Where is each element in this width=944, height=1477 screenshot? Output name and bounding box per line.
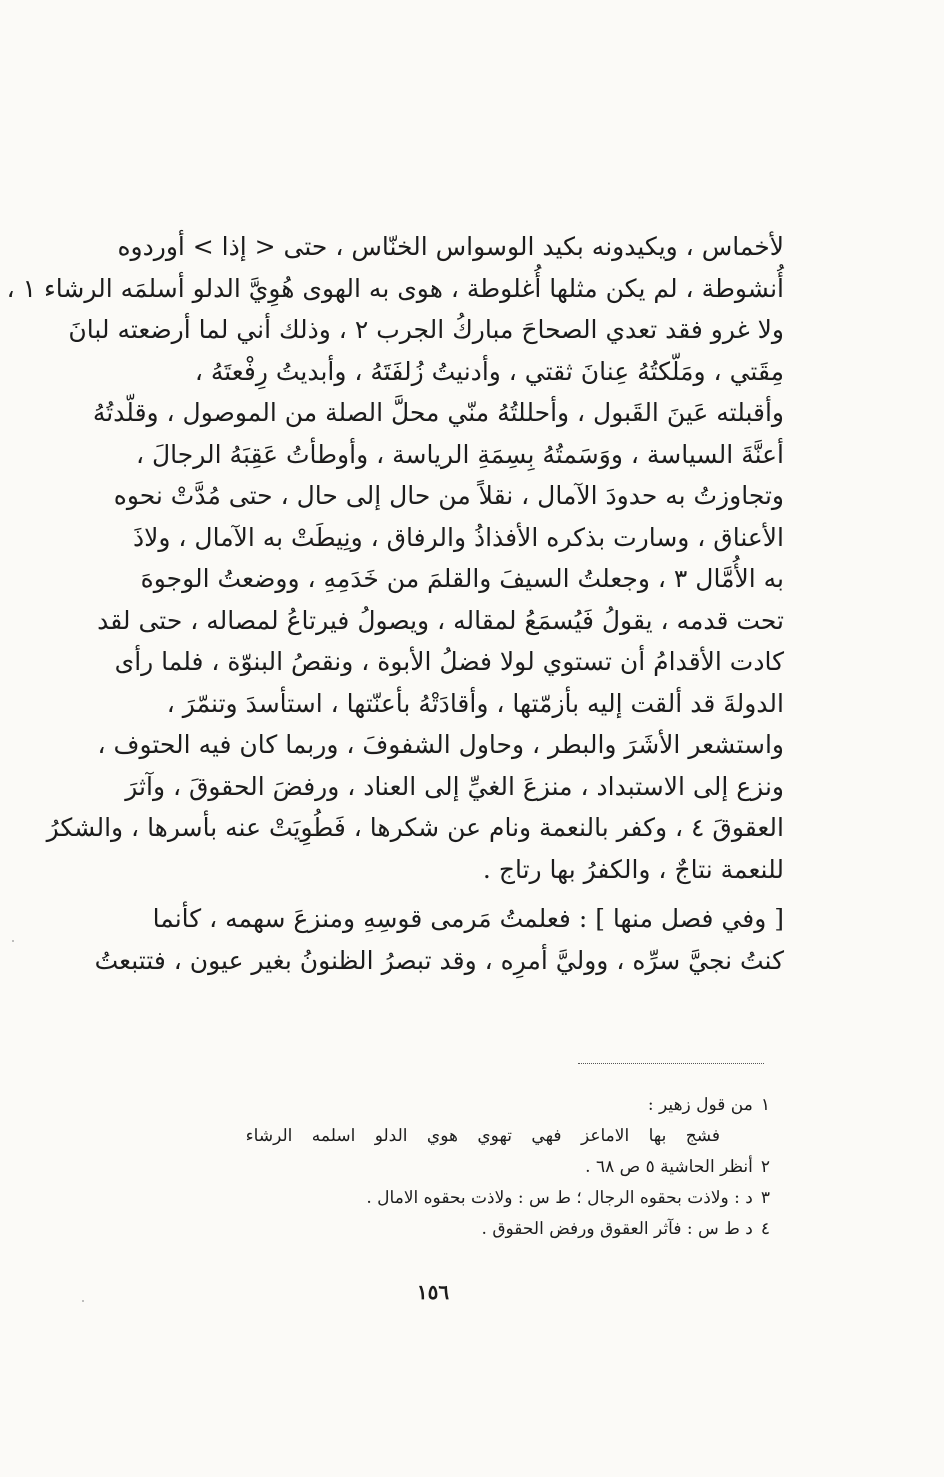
text-line: ونزع إلى الاستبداد ، منزعَ الغيِّ إلى العناد ، ورفضَ الحقوقَ ، وآثرَ	[125, 771, 784, 801]
footnote-separator	[578, 1063, 764, 1064]
footnote-3	[150, 1183, 770, 1214]
section-text-line: كنتُ نجيَّ سرِّه ، ووليَّ أمرِه ، وقد تبصرُ الظنونُ بغير عيون ، فتتبعتُ	[94, 945, 784, 975]
text-line: كادت الأقدامُ أن تستوي لولا فضلُ الأبوة ، ونقصُ البنوّة ، فلما رأى	[114, 647, 784, 676]
text-line: به الأُمَّال ٣ ، وجعلتُ السيفَ والقلمَ من خَدَمِهِ ، ووضعتُ الوجوهَ	[140, 564, 784, 593]
footnote-number: ١	[760, 1095, 770, 1115]
text-line: الدولةَ قد ألقت إليه بأزمّتها ، وأقادَتْهُ بأعنّتها ، استأسدَ وتنمّرَ ،	[166, 688, 784, 718]
text-line: أُنشوطة ، لم يكن مثلها أُغلوطة ، هوى به الهوى هُوِيَّ الدلو أسلمَه الرشاء ١ ،	[6, 273, 784, 303]
footnote-number: ٤	[760, 1219, 770, 1239]
text-line: وأقبلته عَينَ القَبول ، وأحللتُهُ منّي محلَّ الصلة من الموصول ، وقلّدتُهُ	[92, 398, 784, 427]
footnote-1	[150, 1090, 770, 1121]
footnote-text: د ط س : فآثر العقوق ورفض الحقوق .	[481, 1219, 753, 1239]
scan-speck	[12, 940, 14, 942]
footnote-number: ٣	[760, 1188, 770, 1208]
footnote-4	[150, 1214, 770, 1245]
text-line: أعنَّةَ السياسة ، ووَسَمتُهُ بِسِمَةِ الرياسة ، وأوطأتُ عَقِبَهُ الرجالَ ،	[136, 439, 784, 469]
text-line: الأعناق ، وسارت بذكره الأفذاذُ والرفاق ، ونِيطَتْ به الآمال ، ولاذَ	[132, 522, 784, 552]
page-number: ١٥٦	[416, 1280, 450, 1304]
text-line: مِقَتي ، ومَلّكتُهُ عِنانَ ثقتي ، وأدنيتُ زُلفَتَهُ ، وأبديتُ رِفْعتَهُ ،	[194, 356, 784, 386]
footnote-text: من قول زهير :	[647, 1095, 753, 1115]
footnotes	[150, 1090, 770, 1245]
footnote-text: أنظر الحاشية ٥ ص ٦٨ .	[585, 1157, 753, 1177]
main-text	[6, 226, 784, 981]
footnote-number: ٢	[760, 1157, 770, 1177]
section-text-line: [ وفي فصل منها ] : فعلمتُ مَرمى قوسِهِ ومنزعَ سهمه ، كأنما	[152, 904, 784, 933]
footnote-text: د : ولاذت بحقوه الرجال ؛ ط س : ولاذت بحقوه الامال .	[366, 1188, 753, 1208]
text-line: وتجاوزتُ به حدودَ الآمال ، نقلاً من حال إلى حال ، حتى مُدَّتْ نحوه	[113, 481, 784, 510]
footnote-verse: فشج بها الاماعز فهي تهوي هوي الدلو اسلمه الرشاء	[245, 1126, 720, 1146]
text-line: للنعمة نتاجٌ ، والكفرُ بها رتاج .	[482, 854, 784, 884]
scan-speck	[82, 1300, 84, 1302]
text-line: العقوقَ ٤ ، وكفر بالنعمة ونام عن شكرها ، فَطُوِيَتْ عنه بأسرها ، والشكرُ	[46, 813, 784, 842]
paragraph-gap	[108, 890, 784, 898]
text-line: ولا غرو فقد تعدي الصحاحَ مباركُ الجرب ٢ ، وذلك أني لما أرضعته لبانَ	[68, 315, 784, 344]
text-line: تحت قدمه ، يقولُ فَيُسمَعُ لمقاله ، ويصولُ فيرتاعُ لمصاله ، حتى لقد	[97, 605, 784, 635]
text-line: واستشعر الأشَرَ والبطر ، وحاول الشفوفَ ، وربما كان فيه الحتوف ،	[97, 730, 784, 759]
footnote-2	[150, 1152, 770, 1183]
text-line: لأخماس ، ويكيدونه بكيد الوسواس الخنّاس ، حتى < إذا > أوردوه	[117, 232, 784, 261]
